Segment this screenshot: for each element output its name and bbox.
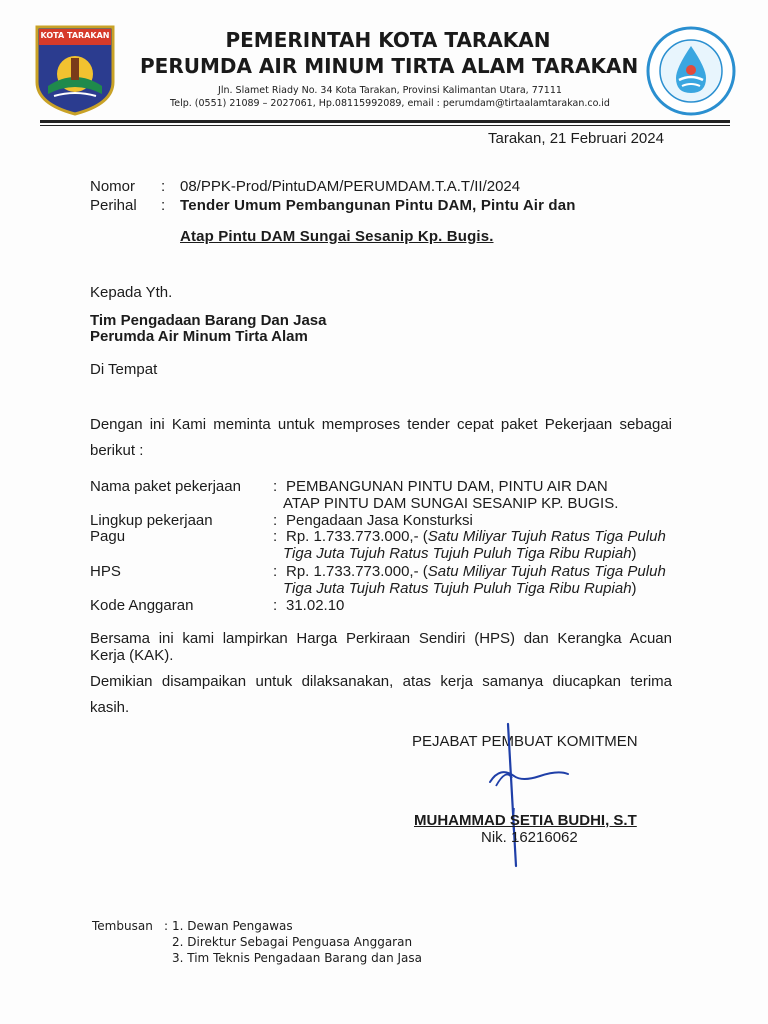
company-contact: Telp. (0551) 21089 – 2027061, Hp.08115992089, email : perumdam@tirtaalamtarakan.co.id <box>170 98 610 109</box>
letterhead-divider-thick <box>40 120 730 123</box>
hps-value <box>286 563 666 580</box>
company-address: Jln. Slamet Riady No. 34 Kota Tarakan, Provinsi Kalimantan Utara, 77111 <box>218 85 562 96</box>
pagu-close: ) <box>631 545 637 562</box>
hps-amount: Rp. 1.733.773.000,- ( <box>286 563 428 580</box>
nama-paket-value-1: PEMBANGUNAN PINTU DAM, PINTU AIR DAN <box>286 478 608 495</box>
perihal-line-1: Tender Umum Pembangunan Pintu DAM, Pintu Air dan <box>180 197 576 214</box>
para3-line-1: Demikian disampaikan untuk dilaksanakan, atas kerja samanya diucapkan terima <box>90 673 672 690</box>
nomor-colon: : <box>161 178 166 195</box>
greeting: Kepada Yth. <box>90 284 173 301</box>
pagu-label: Pagu <box>90 528 126 545</box>
hps-close: ) <box>631 580 637 597</box>
tembusan-item-3: 3. Tim Teknis Pengadaan Barang dan Jasa <box>172 951 423 965</box>
kode-anggaran-label: Kode Anggaran <box>90 597 194 614</box>
tembusan-item-2: 2. Direktur Sebagai Penguasa Anggaran <box>172 935 413 949</box>
city-crest-text: KOTA TARAKAN <box>40 31 110 40</box>
kode-anggaran-colon: : <box>273 597 278 614</box>
para2-line-2: Kerja (KAK). <box>90 647 174 664</box>
hps-colon: : <box>273 563 278 580</box>
pagu-value <box>286 528 666 545</box>
signature-title: PEJABAT PEMBUAT KOMITMEN <box>412 733 638 750</box>
hps-label: HPS <box>90 563 121 580</box>
para2-line-1: Bersama ini kami lampirkan Harga Perkiraan Sendiri (HPS) dan Kerangka Acuan <box>90 630 672 647</box>
company-name: PERUMDA AIR MINUM TIRTA ALAM TARAKAN <box>140 54 639 78</box>
tembusan-item-1: 1. Dewan Pengawas <box>172 919 293 933</box>
kode-anggaran-value: 31.02.10 <box>286 597 345 614</box>
para3-line-2: kasih. <box>90 699 130 716</box>
lingkup-label: Lingkup pekerjaan <box>90 512 213 529</box>
perihal-line-2: Atap Pintu DAM Sungai Sesanip Kp. Bugis. <box>180 228 494 245</box>
pagu-words-1: Satu Miliyar Tujuh Ratus Tiga Puluh <box>427 528 666 545</box>
tembusan-label: Tembusan <box>92 919 153 933</box>
letter-date: Tarakan, 21 Februari 2024 <box>488 130 664 147</box>
handwritten-signature <box>470 720 580 870</box>
city-crest-logo <box>34 24 116 116</box>
intro-line-1: Dengan ini Kami meminta untuk memproses tender cepat paket Pekerjaan sebagai <box>90 416 672 433</box>
intro-line-2: berikut : <box>90 442 144 459</box>
pagu-amount: Rp. 1.733.773.000,- ( <box>286 528 428 545</box>
signatory-name: MUHAMMAD SETIA BUDHI, S.T <box>414 812 637 829</box>
recipient-place: Di Tempat <box>90 361 158 378</box>
recipient-line-2: Perumda Air Minum Tirta Alam <box>90 328 308 345</box>
perumda-logo <box>644 26 738 116</box>
perihal-colon: : <box>161 197 166 214</box>
perihal-label: Perihal <box>90 197 137 214</box>
tembusan-colon: : <box>164 919 169 933</box>
lingkup-colon: : <box>273 512 278 529</box>
hps-words-1: Satu Miliyar Tujuh Ratus Tiga Puluh <box>427 563 666 580</box>
hps-value-2 <box>283 580 637 597</box>
lingkup-value: Pengadaan Jasa Konsturksi <box>286 512 473 529</box>
pagu-words-2: Tiga Juta Tujuh Ratus Tujuh Puluh Tiga Ribu Rupiah <box>283 545 632 562</box>
signatory-nik: Nik. 16216062 <box>481 829 578 846</box>
pagu-value-2 <box>283 545 637 562</box>
government-name: PEMERINTAH KOTA TARAKAN <box>225 28 551 52</box>
nomor-label: Nomor <box>90 178 136 195</box>
nama-paket-colon: : <box>273 478 278 495</box>
recipient-line-1: Tim Pengadaan Barang Dan Jasa <box>90 312 327 329</box>
nama-paket-label: Nama paket pekerjaan <box>90 478 241 495</box>
hps-words-2: Tiga Juta Tujuh Ratus Tujuh Puluh Tiga Ribu Rupiah <box>283 580 632 597</box>
letterhead-divider-thin <box>40 125 730 126</box>
nama-paket-value-2: ATAP PINTU DAM SUNGAI SESANIP KP. BUGIS. <box>283 495 619 512</box>
nomor-value: 08/PPK-Prod/PintuDAM/PERUMDAM.T.A.T/II/2024 <box>180 178 521 195</box>
pagu-colon: : <box>273 528 278 545</box>
